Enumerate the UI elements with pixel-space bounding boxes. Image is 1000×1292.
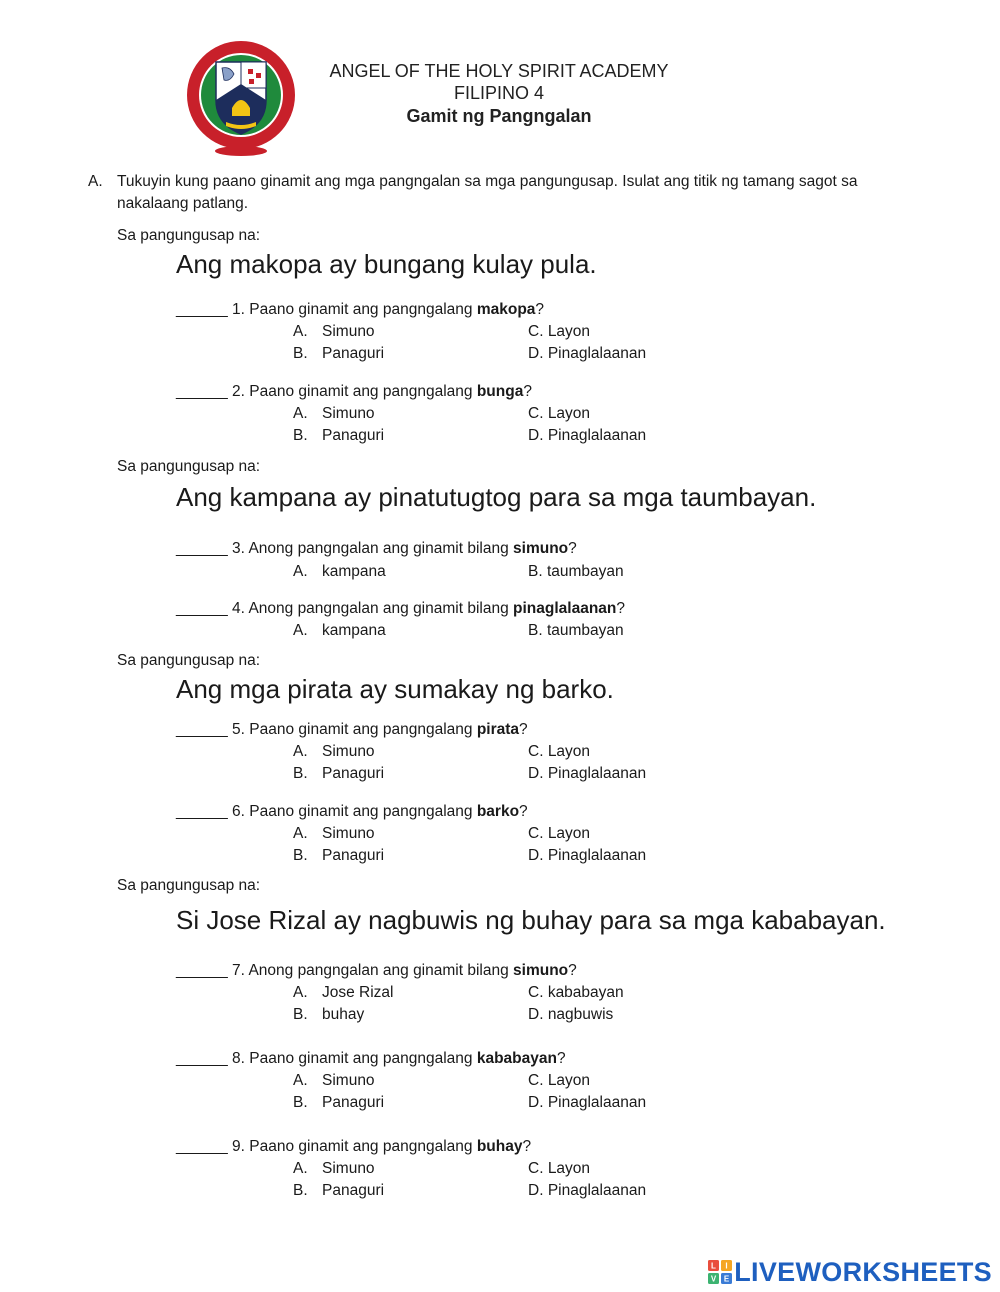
option-c: C. Layon: [528, 405, 591, 422]
sentence-text: Ang kampana ay pinatutugtog para sa mga taumbayan.: [176, 482, 817, 512]
option-b: B. Panaguri: [293, 1094, 385, 1111]
option-b: B. Panaguri: [293, 765, 385, 782]
question-7: ______ 7. Anong pangngalan ang ginamit bilang simuno?: [176, 962, 577, 979]
answer-blank[interactable]: ______: [176, 1138, 228, 1155]
question-6: ______ 6. Paano ginamit ang pangngalang barko?: [176, 803, 528, 820]
option-d: D. Pinaglalaanan: [528, 847, 647, 864]
option-c: C. kababayan: [528, 984, 624, 1001]
option-b: B. Panaguri: [293, 345, 385, 362]
option-a: A. Simuno: [293, 825, 375, 842]
option-a: A. Simuno: [293, 1160, 375, 1177]
answer-blank[interactable]: ______: [176, 1050, 228, 1067]
option-a: A. Simuno: [293, 1072, 375, 1089]
option-a: A. Simuno: [293, 323, 375, 340]
option-b: B. Panaguri: [293, 427, 385, 444]
sentence-text: Ang mga pirata ay sumakay ng barko.: [176, 674, 614, 704]
sentence-text: Si Jose Rizal ay nagbuwis ng buhay para sa mga kababayan.: [176, 905, 886, 935]
option-d: D. Pinaglalaanan: [528, 1182, 647, 1199]
answer-blank[interactable]: ______: [176, 600, 228, 617]
option-b: B. taumbayan: [528, 622, 624, 639]
question-4: ______ 4. Anong pangngalan ang ginamit bilang pinaglalaanan?: [176, 600, 626, 617]
instruction-marker: A.: [88, 173, 103, 190]
topic-title: Gamit ng Pangngalan: [406, 106, 592, 126]
option-a: A. kampana: [293, 563, 386, 580]
option-b: B. Panaguri: [293, 1182, 385, 1199]
option-b: B. taumbayan: [528, 563, 624, 580]
answer-blank[interactable]: ______: [176, 721, 228, 738]
svg-text:L: L: [711, 1261, 717, 1271]
option-c: C. Layon: [528, 1072, 591, 1089]
instruction-line-1: Tukuyin kung paano ginamit ang mga pangngalan sa mga pangungusap. Isulat ang titik ng tamang sagot sa: [117, 173, 858, 190]
option-d: D. Pinaglalaanan: [528, 345, 647, 362]
liveworksheets-tiles-icon: [708, 1260, 732, 1284]
answer-blank[interactable]: ______: [176, 301, 228, 318]
option-c: C. Layon: [528, 743, 591, 760]
sentence-intro: Sa pangungusap na:: [117, 458, 261, 475]
option-a: A. Jose Rizal: [293, 984, 394, 1001]
question-9: ______ 9. Paano ginamit ang pangngalang buhay?: [176, 1138, 532, 1155]
question-3: ______ 3. Anong pangngalan ang ginamit bilang simuno?: [176, 540, 577, 557]
sentence-intro: Sa pangungusap na:: [117, 652, 261, 669]
option-c: C. Layon: [528, 323, 591, 340]
answer-blank[interactable]: ______: [176, 540, 228, 557]
option-d: D. nagbuwis: [528, 1006, 614, 1023]
option-c: C. Layon: [528, 825, 591, 842]
option-b: B. Panaguri: [293, 847, 385, 864]
answer-blank[interactable]: ______: [176, 803, 228, 820]
svg-text:V: V: [711, 1274, 717, 1284]
question-8: ______ 8. Paano ginamit ang pangngalang kababayan?: [176, 1050, 566, 1067]
svg-text:E: E: [724, 1274, 730, 1284]
answer-blank[interactable]: ______: [176, 962, 228, 979]
sentence-intro: Sa pangungusap na:: [117, 877, 261, 894]
brand-name: LIVEWORKSHEETS: [734, 1256, 992, 1287]
answer-blank[interactable]: ______: [176, 383, 228, 400]
option-d: D. Pinaglalaanan: [528, 1094, 647, 1111]
option-d: D. Pinaglalaanan: [528, 427, 647, 444]
option-a: A. kampana: [293, 622, 386, 639]
question-5: ______ 5. Paano ginamit ang pangngalang pirata?: [176, 721, 528, 738]
svg-text:I: I: [725, 1261, 728, 1271]
school-name: ANGEL OF THE HOLY SPIRIT ACADEMY: [329, 61, 669, 81]
option-a: A. Simuno: [293, 743, 375, 760]
question-2: ______ 2. Paano ginamit ang pangngalang bunga?: [176, 383, 532, 400]
option-a: A. Simuno: [293, 405, 375, 422]
question-1: ______ 1. Paano ginamit ang pangngalang makopa?: [176, 301, 545, 318]
liveworksheets-logo[interactable]: [708, 1252, 992, 1292]
sentence-text: Ang makopa ay bungang kulay pula.: [176, 249, 597, 279]
option-b: B. buhay: [293, 1006, 365, 1023]
option-c: C. Layon: [528, 1160, 591, 1177]
sentence-intro: Sa pangungusap na:: [117, 227, 261, 244]
option-d: D. Pinaglalaanan: [528, 765, 647, 782]
subject-title: FILIPINO 4: [453, 83, 545, 103]
instruction-line-2: nakalaang patlang.: [117, 195, 249, 212]
